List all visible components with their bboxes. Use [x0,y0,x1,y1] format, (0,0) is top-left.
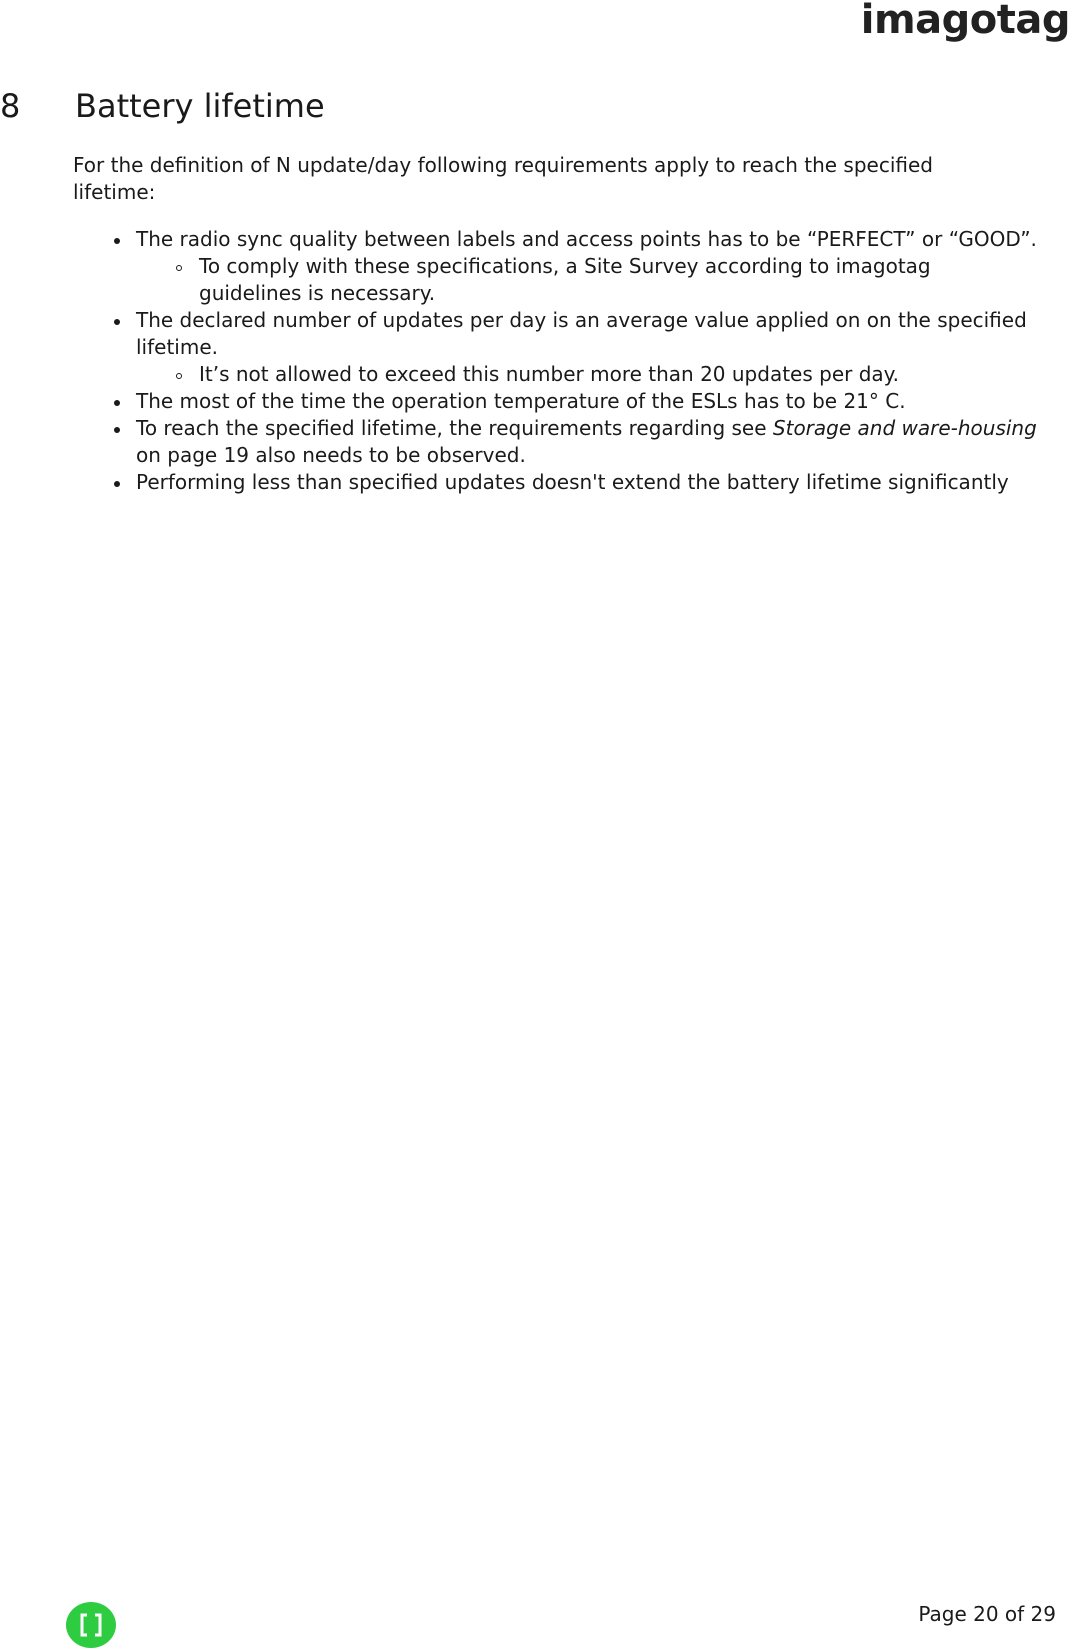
list-item [0,469,1070,496]
list-item-text: Performing less than specified updates doesn't extend the battery lifetime significantly [136,470,1009,494]
list-item-text: The most of the time the operation temperature of the ESLs has to be 21° C. [136,389,906,413]
brand-logo: imagotag [860,0,1070,43]
imagotag-bracket-logo-icon [66,1602,116,1648]
list-item-text: The declared number of updates per day is an average value applied on on the specified lifetime. [136,308,1027,359]
bullet-icon [114,481,120,487]
list-item [0,307,1070,361]
sub-list-item [0,361,1070,388]
list-item-text-pre: To reach the specified lifetime, the requirements regarding see [136,416,773,440]
list-item [0,388,1070,415]
requirements-list [0,226,1070,496]
sub-list-item-text: It’s not allowed to exceed this number more than 20 updates per day. [199,362,899,386]
bracket-glyph-icon [66,1602,116,1648]
list-item-text-post: on page 19 also needs to be observed. [136,443,526,467]
list-item [0,415,1070,469]
list-item-text: The radio sync quality between labels and access points has to be “PERFECT” or “GOOD”. [136,227,1037,251]
page-number: Page 20 of 29 [918,1602,1056,1626]
section-number: 8 [0,87,21,125]
bullet-icon [114,400,120,406]
section-title: Battery lifetime [75,87,325,125]
circle-bullet-icon [176,265,182,271]
intro-paragraph: For the definition of N update/day following requirements apply to reach the specified lifetime: [73,153,933,204]
sub-list-item [0,253,1070,307]
bullet-icon [114,238,120,244]
list-item [0,226,1070,253]
bullet-icon [114,319,120,325]
bullet-icon [114,427,120,433]
sub-list-item-text: To comply with these specifications, a Site Survey according to imagotag guidelines is necessary. [199,254,931,305]
circle-bullet-icon [176,373,182,379]
cross-reference-link[interactable]: Storage and ware-housing [772,416,1037,440]
